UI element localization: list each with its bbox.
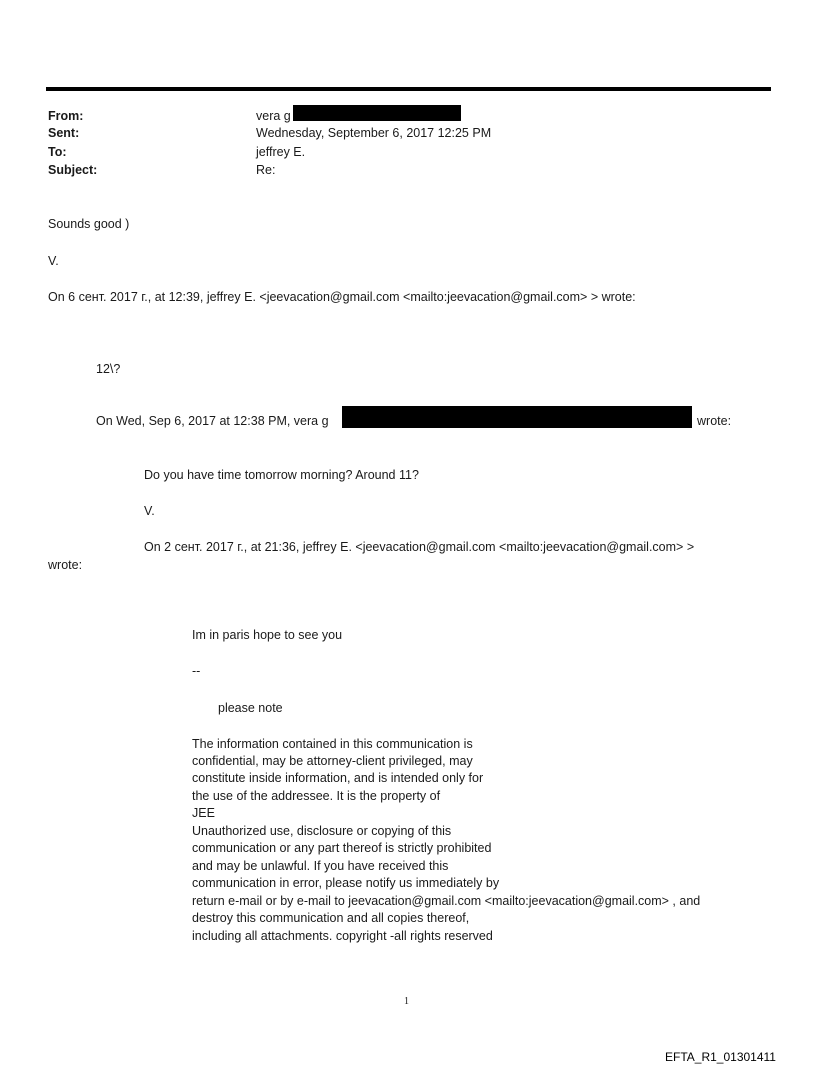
quote1-text: 12\?: [96, 362, 121, 376]
document-id: EFTA_R1_01301411: [665, 1050, 776, 1064]
reply-signature: V.: [48, 254, 59, 268]
disclaimer-line: JEE: [192, 806, 215, 820]
please-note: please note: [218, 701, 283, 715]
subject-value: Re:: [256, 163, 276, 177]
redaction-box: [293, 105, 461, 121]
disclaimer-line: Unauthorized use, disclosure or copying of this: [192, 824, 452, 838]
disclaimer-line: destroy this communication and all copies thereof,: [192, 911, 470, 925]
to-value: jeffrey E.: [256, 145, 306, 159]
disclaimer-line: including all attachments. copyright -all rights reserved: [192, 929, 493, 943]
quote1-header: On 6 сент. 2017 г., at 12:39, jeffrey E. <jeevacation@gmail.com <mailto:jeevacation@gmail.com> > wrote:: [48, 290, 636, 304]
disclaimer-line: confidential, may be attorney-client privileged, may: [192, 754, 473, 768]
signature-separator: --: [192, 664, 201, 678]
sent-value: Wednesday, September 6, 2017 12:25 PM: [256, 126, 492, 140]
quote3-text: Im in paris hope to see you: [192, 628, 343, 642]
header-rule: [46, 87, 771, 91]
from-value: vera g: [256, 109, 291, 123]
subject-label: Subject:: [48, 163, 98, 177]
sent-label: Sent:: [48, 126, 80, 140]
disclaimer-line: and may be unlawful. If you have received this: [192, 859, 449, 873]
disclaimer-line: communication or any part thereof is strictly prohibited: [192, 841, 492, 855]
page-number: 1: [404, 996, 409, 1007]
disclaimer-line: The information contained in this communication is: [192, 737, 473, 751]
to-label: To:: [48, 145, 67, 159]
disclaimer-line: constitute inside information, and is intended only for: [192, 771, 484, 785]
quote3-header-line2: wrote:: [48, 558, 83, 572]
redaction-box: [342, 406, 692, 428]
quote2-signature: V.: [144, 504, 155, 518]
reply-text: Sounds good ): [48, 217, 130, 231]
quote3-header-line1: On 2 сент. 2017 г., at 21:36, jeffrey E. <jeevacation@gmail.com <mailto:jeevacation@gmail.com> >: [144, 540, 695, 554]
disclaimer-line: the use of the addressee. It is the property of: [192, 789, 441, 803]
disclaimer-line: communication in error, please notify us immediately by: [192, 876, 500, 890]
from-label: From:: [48, 109, 84, 123]
quote2-header-prefix: On Wed, Sep 6, 2017 at 12:38 PM, vera g: [96, 414, 329, 428]
quote2-header-suffix: wrote:: [697, 414, 732, 428]
disclaimer-line: return e-mail or by e-mail to jeevacation@gmail.com <mailto:jeevacation@gmail.com> , and: [192, 894, 701, 908]
quote2-text: Do you have time tomorrow morning? Around 11?: [144, 468, 419, 482]
